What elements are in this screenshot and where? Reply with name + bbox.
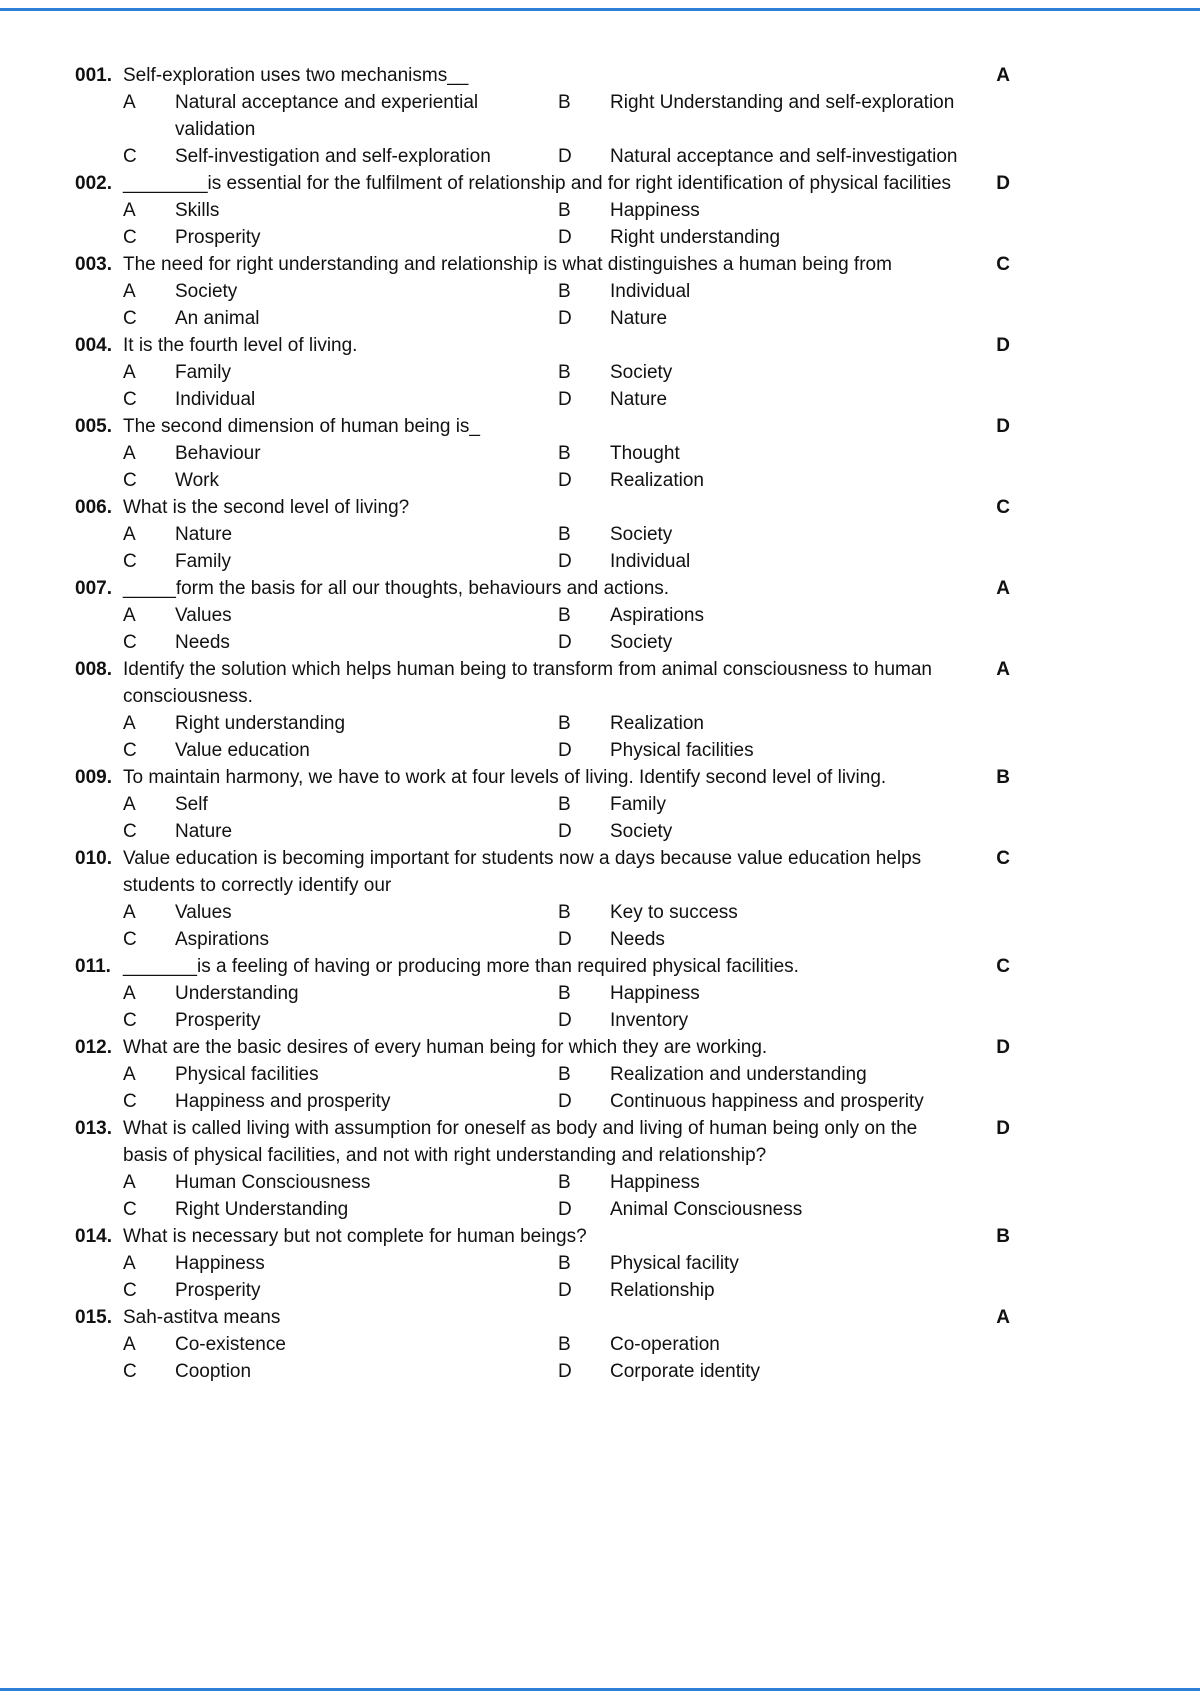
option-text: Natural acceptance and self-investigation [610,146,958,167]
option-item [558,737,1010,764]
answer-key: D [996,1118,1010,1139]
option-letter: B [558,1253,571,1274]
option-item [123,278,558,305]
option-letter: B [558,92,571,113]
option-letter: C [123,1199,137,1220]
option-letter: C [123,821,137,842]
option-letter: A [123,1334,136,1355]
question-item [75,62,1010,170]
option-letter: D [558,1091,572,1112]
option-text: Right understanding [175,713,346,734]
option-item [123,467,558,494]
option-text: Society [610,821,673,842]
question-text: What is called living with assumption for oneself as body and living of human being only on the basis of physical facilities, and not with right understanding and relationship? [123,1118,918,1166]
option-text: Aspirations [175,929,269,950]
option-item [558,602,1010,629]
question-number: 011. [75,956,111,977]
option-letter: A [123,1064,136,1085]
answer-key: A [996,659,1010,680]
options-grid [123,359,1010,413]
options-grid [123,89,1010,170]
option-item [123,1061,558,1088]
question-number: 006. [75,497,112,518]
question-number: 010. [75,848,112,869]
options-grid [123,521,1010,575]
option-letter: C [123,389,137,410]
option-letter: A [123,362,136,383]
option-item [558,1196,1010,1223]
option-text: Values [175,605,232,626]
option-letter: C [123,146,137,167]
option-item [123,710,558,737]
question-number: 009. [75,767,112,788]
answer-key: A [996,65,1010,86]
option-text: Happiness [175,1253,265,1274]
option-letter: B [558,1172,571,1193]
option-item [123,143,558,170]
option-letter: D [558,470,572,491]
question-text: _____form the basis for all our thoughts, behaviours and actions. [123,578,670,599]
question-text: The second dimension of human being is_ [123,416,481,437]
answer-key: C [996,848,1010,869]
option-text: Physical facility [610,1253,739,1274]
option-item [558,467,1010,494]
option-text: Individual [610,281,691,302]
option-item [558,1007,1010,1034]
option-letter: A [123,713,136,734]
question-text: What are the basic desires of every human being for which they are working. [123,1037,768,1058]
option-item [123,521,558,548]
option-letter: C [123,740,137,761]
option-letter: B [558,1064,571,1085]
answer-key: D [996,1037,1010,1058]
option-letter: D [558,389,572,410]
option-text: Prosperity [175,1280,261,1301]
question-item [75,413,1010,494]
question-text: To maintain harmony, we have to work at four levels of living. Identify second level of living. [123,767,887,788]
option-text: Skills [175,200,220,221]
option-letter: A [123,281,136,302]
question-text: Self-exploration uses two mechanisms__ [123,65,469,86]
options-grid [123,791,1010,845]
option-item [123,1331,558,1358]
question-text: ________is essential for the fulfilment of relationship and for right identification of physical facilities [123,173,952,194]
option-text: Aspirations [610,605,704,626]
option-letter: A [123,524,136,545]
option-text: Prosperity [175,1010,261,1031]
option-letter: B [558,902,571,923]
option-text: Key to success [610,902,738,923]
question-text: Value education is becoming important for students now a days because value education helps students to correctly identify our [123,848,922,896]
option-text: Happiness [610,983,700,1004]
option-text: Society [175,281,238,302]
option-item [558,1169,1010,1196]
option-letter: A [123,794,136,815]
option-item [558,710,1010,737]
options-grid [123,710,1010,764]
option-letter: C [123,929,137,950]
option-letter: D [558,740,572,761]
option-text: Continuous happiness and prosperity [610,1091,924,1112]
option-letter: B [558,983,571,1004]
question-item [75,764,1010,845]
option-text: Nature [175,821,233,842]
option-item [558,197,1010,224]
question-number: 008. [75,659,112,680]
option-text: Happiness [610,1172,700,1193]
option-text: Physical facilities [175,1064,319,1085]
option-text: Realization and understanding [610,1064,867,1085]
answer-key: D [996,335,1010,356]
option-text: Co-operation [610,1334,720,1355]
option-letter: B [558,794,571,815]
answer-key: C [996,956,1010,977]
option-item [123,359,558,386]
option-text: Human Consciousness [175,1172,371,1193]
option-item [558,818,1010,845]
question-number: 015. [75,1307,112,1328]
option-text: Nature [175,524,233,545]
option-text: Family [610,794,666,815]
options-grid [123,1331,1010,1385]
option-item [123,197,558,224]
question-item [75,170,1010,251]
options-grid [123,197,1010,251]
option-item [123,305,558,332]
option-letter: C [123,470,137,491]
option-letter: B [558,1334,571,1355]
option-item [123,386,558,413]
option-text: Society [610,632,673,653]
question-number: 005. [75,416,112,437]
option-item [558,440,1010,467]
option-letter: A [123,1253,136,1274]
question-item [75,494,1010,575]
option-letter: B [558,443,571,464]
options-grid [123,1250,1010,1304]
question-item [75,845,1010,953]
option-item [558,926,1010,953]
question-number: 012. [75,1037,112,1058]
question-text: It is the fourth level of living. [123,335,358,356]
answer-key: A [996,578,1010,599]
option-letter: B [558,605,571,626]
option-text: Needs [175,632,230,653]
option-text: Individual [610,551,691,572]
option-item [558,359,1010,386]
option-item [558,224,1010,251]
option-letter: B [558,713,571,734]
option-text: Society [610,362,673,383]
questions-list [75,62,1010,1385]
question-item [75,953,1010,1034]
question-text: The need for right understanding and relationship is what distinguishes a human being from [123,254,892,275]
options-grid [123,440,1010,494]
option-letter: D [558,1361,572,1382]
option-letter: C [123,1091,137,1112]
option-item [123,629,558,656]
option-letter: A [123,983,136,1004]
page-border [0,8,1200,11]
option-text: Society [610,524,673,545]
question-number: 002. [75,173,112,194]
option-item [558,980,1010,1007]
option-text: Value education [175,740,310,761]
option-text: Co-existence [175,1334,286,1355]
option-letter: A [123,902,136,923]
option-item [123,1358,558,1385]
option-letter: A [123,443,136,464]
option-text: Corporate identity [610,1361,760,1382]
option-item [558,899,1010,926]
answer-key: D [996,416,1010,437]
option-letter: D [558,632,572,653]
question-number: 004. [75,335,112,356]
option-item [123,548,558,575]
option-item [558,1331,1010,1358]
answer-key: B [996,767,1010,788]
option-item [558,1061,1010,1088]
answer-key: A [996,1307,1010,1328]
option-item [558,791,1010,818]
option-letter: D [558,551,572,572]
option-text: Realization [610,470,704,491]
option-item [558,143,1010,170]
option-text: Work [175,470,219,491]
option-item [558,1088,1010,1115]
option-item [558,278,1010,305]
option-text: Cooption [175,1361,252,1382]
option-text: Nature [610,389,668,410]
option-letter: D [558,821,572,842]
option-text: Values [175,902,232,923]
question-text: What is the second level of living? [123,497,410,518]
option-letter: B [558,200,571,221]
option-text: Self [175,794,208,815]
option-text: An animal [175,308,260,329]
option-letter: C [123,632,137,653]
question-item [75,575,1010,656]
option-letter: D [558,227,572,248]
question-item [75,656,1010,764]
option-item [558,1277,1010,1304]
option-item [123,602,558,629]
option-item [123,926,558,953]
option-item [123,1250,558,1277]
option-item [558,89,1010,143]
option-text: Right understanding [610,227,781,248]
option-text: Family [175,551,231,572]
page-border [0,1688,1200,1691]
option-item [123,1277,558,1304]
option-letter: D [558,929,572,950]
answer-key: B [996,1226,1010,1247]
option-text: Relationship [610,1280,715,1301]
question-text: _______is a feeling of having or producing more than required physical facilities. [123,956,799,977]
options-grid [123,1061,1010,1115]
option-letter: D [558,1010,572,1031]
question-text: Sah-astitva means [123,1307,281,1328]
question-number: 001. [75,65,112,86]
option-text: Animal Consciousness [610,1199,803,1220]
option-text: Prosperity [175,227,261,248]
option-item [558,1250,1010,1277]
option-text: Individual [175,389,256,410]
option-text: Realization [610,713,704,734]
option-letter: A [123,605,136,626]
option-text: Natural acceptance and experiential validation [175,92,479,140]
option-text: Happiness and prosperity [175,1091,391,1112]
option-letter: A [123,92,136,113]
option-letter: C [123,227,137,248]
options-grid [123,602,1010,656]
option-letter: C [123,1361,137,1382]
option-text: Family [175,362,231,383]
option-text: Behaviour [175,443,261,464]
option-letter: B [558,524,571,545]
option-item [123,980,558,1007]
question-item [75,251,1010,332]
options-grid [123,980,1010,1034]
question-number: 014. [75,1226,112,1247]
option-letter: C [123,1280,137,1301]
option-text: Inventory [610,1010,689,1031]
option-letter: C [123,551,137,572]
option-item [123,791,558,818]
option-text: Right Understanding [175,1199,349,1220]
question-item [75,1115,1010,1223]
option-letter: A [123,200,136,221]
option-letter: B [558,281,571,302]
options-grid [123,1169,1010,1223]
option-text: Self-investigation and self-exploration [175,146,491,167]
answer-key: C [996,497,1010,518]
question-item [75,1034,1010,1115]
option-letter: D [558,308,572,329]
option-item [123,818,558,845]
option-letter: B [558,362,571,383]
question-text: What is necessary but not complete for human beings? [123,1226,587,1247]
option-item [558,548,1010,575]
option-item [123,737,558,764]
option-letter: A [123,1172,136,1193]
option-letter: D [558,1199,572,1220]
question-number: 003. [75,254,112,275]
options-grid [123,278,1010,332]
option-text: Right Understanding and self-exploration [610,92,955,113]
question-item [75,1304,1010,1385]
option-item [123,1169,558,1196]
question-number: 013. [75,1118,112,1139]
option-item [123,440,558,467]
question-item [75,332,1010,413]
option-text: Nature [610,308,668,329]
option-item [123,1007,558,1034]
option-item [558,521,1010,548]
option-text: Understanding [175,983,299,1004]
options-grid [123,899,1010,953]
option-letter: D [558,1280,572,1301]
option-item [558,629,1010,656]
answer-key: C [996,254,1010,275]
option-letter: C [123,1010,137,1031]
option-item [123,1196,558,1223]
option-text: Thought [610,443,680,464]
option-text: Physical facilities [610,740,754,761]
option-item [123,1088,558,1115]
question-number: 007. [75,578,112,599]
question-item [75,1223,1010,1304]
question-text: Identify the solution which helps human being to transform from animal consciousness to human consciousness. [123,659,932,707]
option-item [123,224,558,251]
option-item [123,899,558,926]
option-item [558,1358,1010,1385]
option-letter: D [558,146,572,167]
option-item [558,305,1010,332]
option-text: Happiness [610,200,700,221]
option-item [558,386,1010,413]
answer-key: D [996,173,1010,194]
option-letter: C [123,308,137,329]
option-item [123,89,558,143]
option-text: Needs [610,929,665,950]
